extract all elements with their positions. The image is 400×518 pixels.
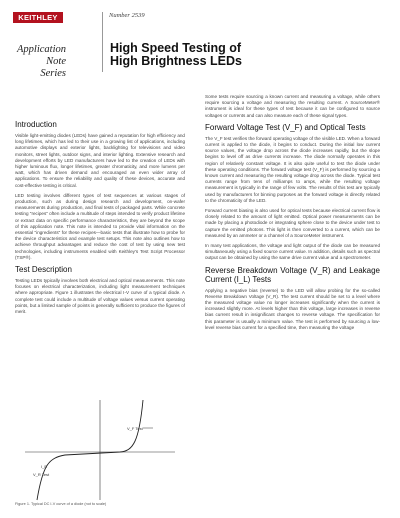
right-column	[205, 42, 380, 335]
forward-voltage-paragraph-3: In many test applications, the voltage and light output of the diode can be measured simultaneously using a fixed source current value. In addition, details such as spectral output can be obtained by using the same drive current value and a spectrometer.	[205, 243, 380, 261]
test-description-paragraph: Testing LEDs typically involves both electrical and optical measurements. This note focuses on electrical characterization, including light measurement techniques where appropriate. Figure 1 illustrates the electrical I-V curve of a typical diode. A complete test could include a multitude of voltage values versus current operating points, but a limited sample of points is generally sufficient to produce the figures of merit.	[15, 278, 185, 315]
vf-label: V_F Test	[127, 426, 143, 431]
intro-heading: Introduction	[15, 120, 57, 129]
title-line-1: High Speed Testing of	[110, 41, 242, 55]
iv-curve	[37, 400, 143, 500]
keithley-logo	[13, 12, 63, 23]
figure-caption: Figure 1. Typical DC I-V curve of a diode (not to scale)	[15, 502, 107, 506]
logo-text: KEITHLEY	[18, 13, 58, 22]
reverse-breakdown-paragraph: Applying a negative bias (reverse) to the LED will allow probing for the so-called Reverse Breakdown Voltage (V_R). The test current should be set to a level where the measured voltage value no longer increases significantly when the current is increased slightly more. At levels higher than this voltage, large increases in reverse bias current result in insignificant changes to reverse voltage. The specification for this parameter is usually a minimum value. The test is performed by sourcing a low-level reverse bias current for a specified time, then measuring the voltage	[205, 287, 380, 330]
title-line-2: High Brightness LEDs	[110, 54, 242, 68]
forward-voltage-heading: Forward Voltage Test (V_F) and Optical Tests	[205, 122, 366, 132]
reverse-breakdown-heading: Reverse Breakdown Voltage (V_R) and Leakage Current (I_L) Tests	[205, 265, 380, 284]
left-column	[15, 40, 185, 319]
iv-curve-svg	[15, 392, 185, 504]
right-intro-paragraph: Some tests require sourcing a known current and measuring a voltage, while others require sourcing a voltage and measuring the resulting current. A SourceMeter® instrument is ideal for these types of test because it can be configured to source voltages or currents and can also measure each of these signal types.	[205, 94, 380, 118]
vr-label: V_R Test	[33, 472, 50, 477]
forward-voltage-paragraph-1: The V_F test verifies the forward operating voltage of the visible LED. When a forward current is applied to the diode, it begins to conduct. During the initial low current source values, the voltage drop across the diode increases rapidly, but the slope begins to level off as drive currents increase. The diode normally operates in this region of relatively constant voltage. It is also quite useful to test the diode under these operating conditions. The forward voltage test (V_F) is performed by sourcing a known current and measuring the resulting voltage drop across the diode. Typical test currents range from tens of milliamps to amps, while the resulting voltage measurement is typically in the range of few volts. The results of this test are typically used by manufacturers for binning purposes as the forward voltage is directly related to the chromaticity of the LED.	[205, 135, 380, 203]
ir-label: I_R	[41, 464, 48, 469]
intro-paragraph-2: LED testing involves different types of test sequences at various stages of production, such as during design research and development, on-wafer measurements during production, and final tests of packaged parts. While concrete testing "recipes" often include a multitude of steps intended to verify product lifetime or extract data on specific performance characteristics, they are beyond the scope of this application note. This note is intended to provide vital information on the essential "ingredients" for these recipes—basic tests that illustrate how to probe for the device characteristics and example test setups. This note also outlines how to achieve throughput advantages and reduce the cost of test by using new test technologies, including instruments enabled with Keithley's Test Script Processor (TSP®).	[15, 192, 186, 260]
series-line-1: Application Note	[17, 44, 66, 67]
note-number: Number 2539	[109, 12, 145, 19]
intro-paragraph-1: Visible light-emitting diodes (LEDs) have gained a reputation for high efficiency and long lifetimes, which has led to their use in a growing list of applications, including automotive displays and exterior lights, backlighting for televisions and video monitors, street lights, outdoor signs, and interior lighting. Extensive research and development efforts by LED manufacturers have led to the creation of LEDs with higher luminous flux, longer lifetimes, greater chromaticity, and more lumens per watt, which has driven demand and encouraged an even wider array of applications. To ensure the reliability and quality of these devices, accurate and cost-effective testing is critical.	[15, 133, 185, 188]
test-description-heading: Test Description	[15, 265, 72, 275]
iv-curve-figure	[15, 392, 185, 504]
forward-voltage-paragraph-2: Forward current biasing is also used for optical tests because electrical current flow is closely related to the amount of light emitted. Optical power measurements can be made by placing a photodiode or integrating sphere close to the device under test to capture the emitted photons. This light is then converted to a current, which can be measured by an ammeter or a channel of a SourceMeter instrument.	[205, 208, 380, 238]
series-line-2: Series	[40, 68, 66, 79]
